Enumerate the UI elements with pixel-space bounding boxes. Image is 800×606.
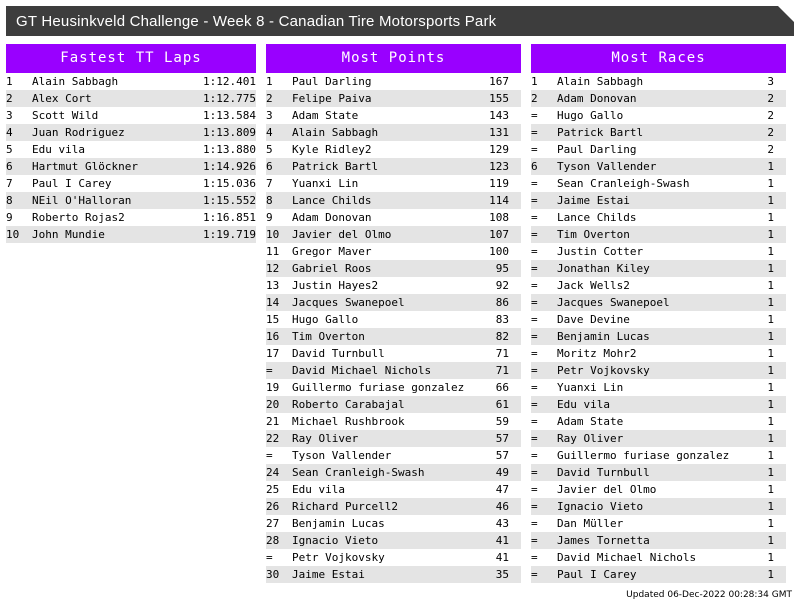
row-driver-name: Ignacio Vieto bbox=[292, 532, 479, 549]
table-row bbox=[266, 209, 521, 226]
row-position: = bbox=[531, 279, 538, 292]
row-position: 4 bbox=[6, 124, 32, 141]
row-position: 9 bbox=[6, 211, 13, 224]
row-value: 71 bbox=[479, 362, 521, 379]
row-driver-name: Alain Sabbagh bbox=[32, 75, 119, 88]
row-driver-name: NEil O'Halloran bbox=[32, 192, 194, 209]
row-driver-name: Paul Darling bbox=[292, 75, 372, 88]
row-driver-name: Sean Cranleigh-Swash bbox=[557, 177, 690, 190]
row-position: 22 bbox=[266, 430, 292, 447]
row-position: 6 bbox=[531, 158, 557, 175]
row-value: 1:13.809 bbox=[194, 124, 256, 141]
table-row bbox=[266, 447, 521, 464]
row-position: 2 bbox=[6, 90, 32, 107]
row-value: 2 bbox=[744, 124, 786, 141]
table-row bbox=[266, 90, 521, 107]
table-row bbox=[266, 294, 521, 311]
row-value: 129 bbox=[489, 143, 509, 156]
table-row bbox=[531, 498, 786, 515]
row-value: 92 bbox=[495, 279, 509, 292]
row-position: 4 bbox=[266, 124, 292, 141]
row-driver-name: Hugo Gallo bbox=[557, 109, 624, 122]
row-driver-name: Edu vila bbox=[32, 143, 85, 156]
row-position: = bbox=[531, 483, 538, 496]
row-position: = bbox=[531, 109, 538, 122]
row-value: 1 bbox=[744, 498, 786, 515]
row-position: = bbox=[266, 362, 292, 379]
row-position: = bbox=[266, 449, 273, 462]
table-row bbox=[531, 192, 786, 209]
row-value: 1 bbox=[744, 362, 786, 379]
table-row bbox=[531, 294, 786, 311]
table-row bbox=[266, 515, 521, 532]
row-position: 9 bbox=[266, 211, 273, 224]
row-driver-name: Juan Rodriguez bbox=[32, 124, 194, 141]
table-row bbox=[266, 498, 521, 515]
row-value: 1 bbox=[744, 464, 786, 481]
row-position: = bbox=[531, 464, 557, 481]
row-position: = bbox=[531, 430, 557, 447]
row-driver-name: Adam State bbox=[292, 109, 359, 122]
table-row bbox=[266, 379, 521, 396]
row-value: 3 bbox=[767, 75, 774, 88]
table-row bbox=[266, 464, 521, 481]
table-row bbox=[6, 90, 256, 107]
table-row bbox=[266, 345, 521, 362]
table-row bbox=[531, 515, 786, 532]
row-value: 1 bbox=[744, 328, 786, 345]
table-row bbox=[6, 192, 256, 209]
row-driver-name: David Michael Nichols bbox=[557, 551, 697, 564]
row-driver-name: Roberto Carabajal bbox=[292, 396, 479, 413]
row-position: = bbox=[531, 313, 538, 326]
row-driver-name: Hartmut Glöckner bbox=[32, 158, 194, 175]
row-driver-name: Roberto Rojas2 bbox=[32, 211, 125, 224]
row-value: 41 bbox=[479, 532, 521, 549]
row-driver-name: Paul I Carey bbox=[32, 177, 112, 190]
row-value: 123 bbox=[479, 158, 521, 175]
row-driver-name: Yuanxi Lin bbox=[557, 381, 624, 394]
row-position: = bbox=[531, 498, 557, 515]
row-value: 83 bbox=[495, 313, 509, 326]
table-row bbox=[531, 73, 786, 90]
table-row bbox=[266, 226, 521, 243]
table-body-fastest-tt-laps bbox=[6, 73, 256, 243]
row-position: 30 bbox=[266, 566, 292, 583]
table-row bbox=[6, 124, 256, 141]
row-driver-name: James Tornetta bbox=[557, 532, 744, 549]
row-driver-name: Paul I Carey bbox=[557, 566, 744, 583]
row-value: 61 bbox=[479, 396, 521, 413]
window-title-bar bbox=[6, 6, 794, 36]
row-position: = bbox=[531, 517, 538, 530]
row-value: 107 bbox=[479, 226, 521, 243]
row-value: 86 bbox=[479, 294, 521, 311]
table-most-races bbox=[531, 73, 786, 583]
table-row bbox=[531, 175, 786, 192]
row-value: 1 bbox=[767, 211, 774, 224]
row-position: = bbox=[531, 192, 557, 209]
row-driver-name: Jaime Estai bbox=[292, 566, 479, 583]
row-position: 26 bbox=[266, 498, 292, 515]
row-position: = bbox=[531, 260, 557, 277]
table-row bbox=[531, 90, 786, 107]
table-row bbox=[6, 141, 256, 158]
row-position: 3 bbox=[6, 109, 13, 122]
row-position: 20 bbox=[266, 396, 292, 413]
row-value: 1 bbox=[767, 313, 774, 326]
row-position: 24 bbox=[266, 464, 292, 481]
row-value: 41 bbox=[495, 551, 509, 564]
row-value: 2 bbox=[744, 90, 786, 107]
table-body-most-races bbox=[531, 73, 786, 583]
row-position: 7 bbox=[266, 177, 273, 190]
table-row bbox=[266, 549, 521, 566]
table-row bbox=[531, 260, 786, 277]
row-position: = bbox=[531, 328, 557, 345]
row-driver-name: Guillermo furiase gonzalez bbox=[557, 449, 730, 462]
row-value: 57 bbox=[479, 430, 521, 447]
row-position: = bbox=[531, 566, 557, 583]
row-value: 1:12.401 bbox=[203, 75, 256, 88]
table-row bbox=[531, 277, 786, 294]
row-value: 1 bbox=[744, 294, 786, 311]
row-position: = bbox=[531, 532, 557, 549]
table-row bbox=[266, 532, 521, 549]
row-position: = bbox=[531, 381, 538, 394]
row-position: 1 bbox=[531, 75, 538, 88]
table-row bbox=[531, 226, 786, 243]
row-position: 3 bbox=[266, 109, 273, 122]
row-value: 1 bbox=[767, 517, 774, 530]
table-row bbox=[266, 192, 521, 209]
row-position: 27 bbox=[266, 517, 280, 530]
row-value: 2 bbox=[767, 143, 774, 156]
panel-title-fastest-tt-laps: Fastest TT Laps bbox=[6, 44, 256, 73]
row-position: = bbox=[531, 415, 538, 428]
row-driver-name: Sean Cranleigh-Swash bbox=[292, 464, 479, 481]
table-fastest-tt-laps bbox=[6, 73, 256, 243]
table-row bbox=[6, 158, 256, 175]
row-position: 11 bbox=[266, 245, 280, 258]
row-value: 47 bbox=[495, 483, 509, 496]
row-driver-name: Tim Overton bbox=[557, 226, 744, 243]
panel-most-points bbox=[266, 44, 521, 583]
row-driver-name: Alain Sabbagh bbox=[292, 124, 479, 141]
row-driver-name: Hugo Gallo bbox=[292, 313, 359, 326]
row-value: 114 bbox=[479, 192, 521, 209]
row-position: = bbox=[531, 449, 538, 462]
row-driver-name: Scott Wild bbox=[32, 109, 99, 122]
row-driver-name: Paul Darling bbox=[557, 143, 637, 156]
row-position: 13 bbox=[266, 279, 280, 292]
table-body-most-points bbox=[266, 73, 521, 583]
row-driver-name: Ray Oliver bbox=[557, 430, 744, 447]
row-position: = bbox=[531, 124, 557, 141]
row-value: 1 bbox=[744, 532, 786, 549]
row-value: 1 bbox=[767, 483, 774, 496]
table-row bbox=[531, 243, 786, 260]
row-position: 2 bbox=[266, 90, 292, 107]
row-position: = bbox=[531, 396, 557, 413]
table-row bbox=[6, 107, 256, 124]
row-driver-name: Tim Overton bbox=[292, 328, 479, 345]
row-position: 10 bbox=[266, 226, 292, 243]
row-position: = bbox=[531, 245, 538, 258]
row-value: 1 bbox=[744, 430, 786, 447]
row-driver-name: Michael Rushbrook bbox=[292, 415, 405, 428]
row-value: 1:13.880 bbox=[203, 143, 256, 156]
row-driver-name: David Turnbull bbox=[292, 347, 385, 360]
row-driver-name: Patrick Bartl bbox=[292, 158, 479, 175]
row-value: 1 bbox=[767, 347, 774, 360]
table-row bbox=[266, 107, 521, 124]
row-position: 1 bbox=[6, 75, 13, 88]
row-position: 12 bbox=[266, 260, 292, 277]
row-value: 108 bbox=[489, 211, 509, 224]
table-row bbox=[531, 566, 786, 583]
row-driver-name: Kyle Ridley2 bbox=[292, 143, 372, 156]
row-driver-name: Patrick Bartl bbox=[557, 124, 744, 141]
row-driver-name: Benjamin Lucas bbox=[557, 328, 744, 345]
row-position: = bbox=[531, 211, 538, 224]
row-value: 1:16.851 bbox=[203, 211, 256, 224]
row-driver-name: Jacques Swanepoel bbox=[292, 294, 479, 311]
page-fold-corner bbox=[778, 6, 794, 22]
row-driver-name: Adam Donovan bbox=[292, 211, 372, 224]
row-value: 1:14.926 bbox=[194, 158, 256, 175]
table-row bbox=[266, 566, 521, 583]
row-driver-name: Ignacio Vieto bbox=[557, 498, 744, 515]
table-row bbox=[531, 311, 786, 328]
row-value: 59 bbox=[495, 415, 509, 428]
panel-title-most-points: Most Points bbox=[266, 44, 521, 73]
row-position: 21 bbox=[266, 415, 280, 428]
row-position: 1 bbox=[266, 75, 273, 88]
row-driver-name: Jack Wells2 bbox=[557, 279, 630, 292]
boards-container bbox=[6, 44, 794, 583]
row-driver-name: Jaime Estai bbox=[557, 192, 744, 209]
row-position: 5 bbox=[6, 143, 13, 156]
page-title: GT Heusinkveld Challenge - Week 8 - Canadian Tire Motorsports Park bbox=[16, 12, 497, 30]
table-row bbox=[266, 277, 521, 294]
row-position: = bbox=[531, 294, 557, 311]
row-position: 14 bbox=[266, 294, 292, 311]
row-driver-name: Justin Cotter bbox=[557, 245, 644, 258]
results-page bbox=[0, 6, 800, 606]
table-row bbox=[266, 73, 521, 90]
row-value: 49 bbox=[479, 464, 521, 481]
row-position: = bbox=[531, 362, 557, 379]
row-value: 1 bbox=[767, 177, 774, 190]
table-row bbox=[266, 362, 521, 379]
row-value: 1:15.552 bbox=[194, 192, 256, 209]
row-driver-name: Gabriel Roos bbox=[292, 260, 479, 277]
row-driver-name: Tyson Vallender bbox=[557, 158, 744, 175]
table-row bbox=[531, 345, 786, 362]
row-position: = bbox=[531, 226, 557, 243]
row-value: 66 bbox=[495, 381, 509, 394]
row-value: 1 bbox=[767, 245, 774, 258]
table-row bbox=[266, 158, 521, 175]
table-row bbox=[531, 328, 786, 345]
row-value: 1 bbox=[744, 260, 786, 277]
row-position: 28 bbox=[266, 532, 292, 549]
row-value: 71 bbox=[495, 347, 509, 360]
table-row bbox=[531, 413, 786, 430]
row-driver-name: Benjamin Lucas bbox=[292, 517, 385, 530]
table-row bbox=[531, 209, 786, 226]
row-value: 1 bbox=[767, 551, 774, 564]
row-driver-name: Tyson Vallender bbox=[292, 449, 392, 462]
row-position: 6 bbox=[266, 158, 292, 175]
row-driver-name: Edu vila bbox=[292, 483, 345, 496]
row-driver-name: Lance Childs bbox=[292, 192, 479, 209]
table-row bbox=[531, 107, 786, 124]
table-row bbox=[531, 447, 786, 464]
row-driver-name: Jacques Swanepoel bbox=[557, 294, 744, 311]
updated-timestamp: Updated 06-Dec-2022 00:28:34 GMT bbox=[626, 590, 792, 600]
table-row bbox=[531, 481, 786, 498]
row-position: = bbox=[531, 347, 538, 360]
row-driver-name: John Mundie bbox=[32, 226, 194, 243]
row-position: 8 bbox=[266, 192, 292, 209]
row-value: 57 bbox=[495, 449, 509, 462]
row-driver-name: Ray Oliver bbox=[292, 430, 479, 447]
table-row bbox=[266, 413, 521, 430]
table-row bbox=[531, 158, 786, 175]
row-position: 2 bbox=[531, 90, 557, 107]
row-driver-name: Dave Devine bbox=[557, 313, 630, 326]
row-value: 1 bbox=[744, 192, 786, 209]
row-driver-name: Alain Sabbagh bbox=[557, 75, 644, 88]
row-driver-name: Javier del Olmo bbox=[292, 226, 479, 243]
row-driver-name: Javier del Olmo bbox=[557, 483, 657, 496]
table-row bbox=[266, 141, 521, 158]
row-value: 1:15.036 bbox=[203, 177, 256, 190]
row-value: 82 bbox=[479, 328, 521, 345]
table-row bbox=[531, 124, 786, 141]
table-row bbox=[531, 549, 786, 566]
table-row bbox=[266, 243, 521, 260]
row-driver-name: David Turnbull bbox=[557, 464, 744, 481]
row-value: 1 bbox=[767, 415, 774, 428]
row-position: 17 bbox=[266, 347, 280, 360]
row-position: 19 bbox=[266, 381, 280, 394]
row-driver-name: Moritz Mohr2 bbox=[557, 347, 637, 360]
table-row bbox=[531, 362, 786, 379]
row-position: 8 bbox=[6, 192, 32, 209]
table-row bbox=[6, 175, 256, 192]
row-value: 131 bbox=[479, 124, 521, 141]
row-driver-name: Petr Vojkovsky bbox=[292, 551, 385, 564]
table-row bbox=[266, 430, 521, 447]
row-value: 155 bbox=[479, 90, 521, 107]
table-row bbox=[531, 396, 786, 413]
row-value: 1 bbox=[744, 226, 786, 243]
table-row bbox=[266, 124, 521, 141]
table-row bbox=[266, 311, 521, 328]
row-value: 46 bbox=[479, 498, 521, 515]
row-value: 100 bbox=[489, 245, 509, 258]
row-position: = bbox=[266, 551, 273, 564]
table-row bbox=[6, 226, 256, 243]
panel-fastest-tt-laps bbox=[6, 44, 256, 243]
row-position: 16 bbox=[266, 328, 292, 345]
table-row bbox=[266, 328, 521, 345]
row-driver-name: Lance Childs bbox=[557, 211, 637, 224]
panel-most-races bbox=[531, 44, 786, 583]
row-value: 1:12.775 bbox=[194, 90, 256, 107]
table-row bbox=[6, 209, 256, 226]
row-driver-name: Dan Müller bbox=[557, 517, 624, 530]
row-driver-name: Jonathan Kiley bbox=[557, 260, 744, 277]
row-driver-name: Alex Cort bbox=[32, 90, 194, 107]
row-value: 1:19.719 bbox=[194, 226, 256, 243]
table-row bbox=[266, 481, 521, 498]
row-driver-name: Adam State bbox=[557, 415, 624, 428]
row-position: 6 bbox=[6, 158, 32, 175]
row-position: 10 bbox=[6, 226, 32, 243]
table-row bbox=[531, 464, 786, 481]
row-value: 143 bbox=[489, 109, 509, 122]
row-position: = bbox=[531, 143, 538, 156]
row-position: 5 bbox=[266, 143, 273, 156]
row-position: = bbox=[531, 551, 538, 564]
row-driver-name: Adam Donovan bbox=[557, 90, 744, 107]
row-value: 95 bbox=[479, 260, 521, 277]
row-value: 167 bbox=[489, 75, 509, 88]
row-value: 2 bbox=[767, 109, 774, 122]
table-row bbox=[531, 430, 786, 447]
row-value: 119 bbox=[489, 177, 509, 190]
row-driver-name: Petr Vojkovsky bbox=[557, 362, 744, 379]
row-value: 1 bbox=[744, 158, 786, 175]
table-most-points bbox=[266, 73, 521, 583]
table-row bbox=[266, 396, 521, 413]
row-driver-name: David Michael Nichols bbox=[292, 362, 479, 379]
table-row bbox=[531, 532, 786, 549]
row-driver-name: Gregor Maver bbox=[292, 245, 372, 258]
row-value: 1 bbox=[767, 381, 774, 394]
row-value: 1 bbox=[767, 279, 774, 292]
row-position: 25 bbox=[266, 483, 280, 496]
table-row bbox=[266, 260, 521, 277]
table-row bbox=[6, 73, 256, 90]
table-row bbox=[531, 379, 786, 396]
row-value: 1 bbox=[744, 566, 786, 583]
row-value: 1 bbox=[744, 396, 786, 413]
row-driver-name: Felipe Paiva bbox=[292, 90, 479, 107]
panel-title-most-races: Most Races bbox=[531, 44, 786, 73]
row-value: 43 bbox=[495, 517, 509, 530]
row-driver-name: Richard Purcell2 bbox=[292, 498, 479, 515]
row-position: 7 bbox=[6, 177, 13, 190]
row-value: 35 bbox=[479, 566, 521, 583]
table-row bbox=[266, 175, 521, 192]
row-position: 15 bbox=[266, 313, 280, 326]
table-row bbox=[531, 141, 786, 158]
row-position: = bbox=[531, 177, 538, 190]
row-value: 1:13.584 bbox=[203, 109, 256, 122]
row-driver-name: Guillermo furiase gonzalez bbox=[292, 381, 465, 394]
row-driver-name: Yuanxi Lin bbox=[292, 177, 359, 190]
row-value: 1 bbox=[767, 449, 774, 462]
row-driver-name: Edu vila bbox=[557, 396, 744, 413]
row-driver-name: Justin Hayes2 bbox=[292, 279, 379, 292]
